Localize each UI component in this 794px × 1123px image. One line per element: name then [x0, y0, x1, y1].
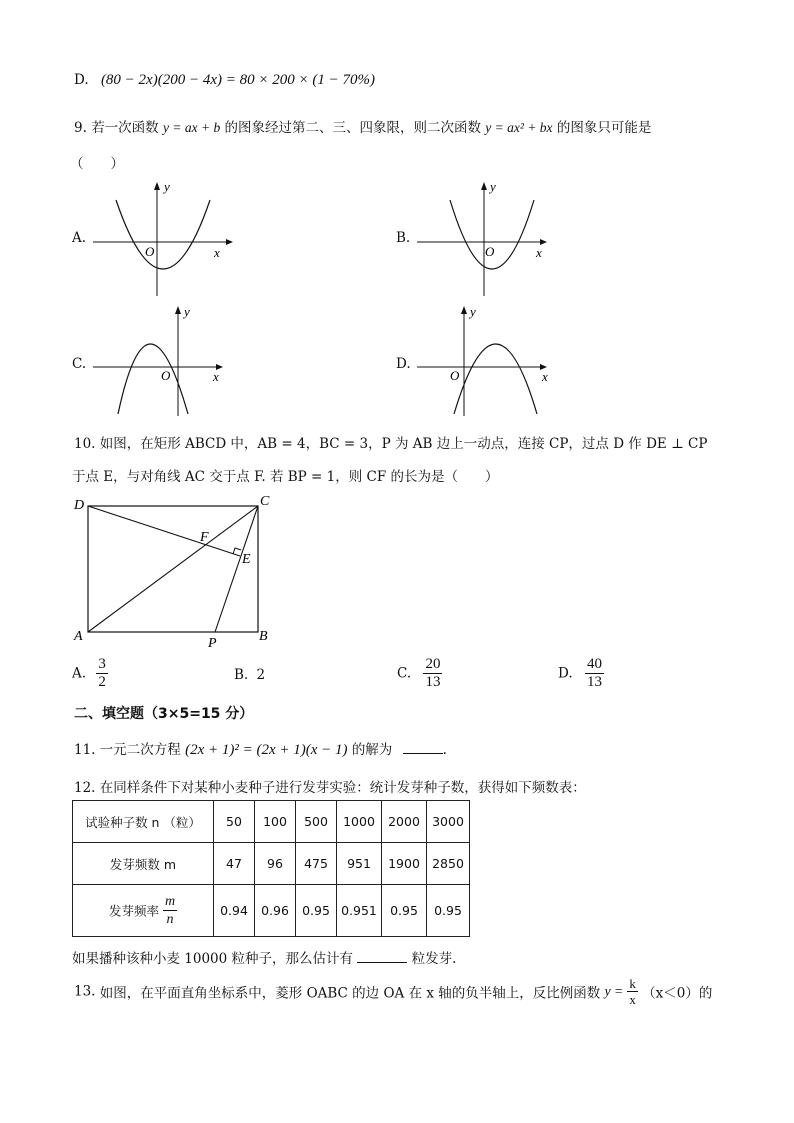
q10-line1: 如图，在矩形 ABCD 中，AB = 4，BC = 3，P 为 AB 边上一动点，连接 CP，过点 D 作 DE ⊥ CP: [99, 436, 708, 452]
q10-option-a-frac: [96, 656, 108, 691]
table-header-cell: 发芽频数 m: [73, 843, 214, 885]
table-cell: 96: [255, 843, 296, 885]
frequency-table: [72, 800, 470, 937]
q9-number: 9.: [74, 120, 87, 136]
q9-graph-d-x: x: [542, 369, 548, 384]
table-cell: 0.951: [337, 885, 382, 937]
q11-stem: [74, 738, 447, 759]
q11-formula: (2x + 1)² = (2x + 1)(x − 1): [185, 742, 348, 758]
q13-cond: （x＜0）的: [642, 985, 713, 1002]
q9-option-a-label: A.: [72, 230, 87, 246]
q9-graph-a-o: O: [145, 244, 155, 259]
q9-answer-paren: （ ）: [70, 156, 124, 172]
table-cell: 0.95: [296, 885, 337, 937]
q11-answer-blank[interactable]: [403, 753, 443, 754]
q10-option-c-den: 13: [425, 674, 441, 690]
table-cell: 47: [214, 843, 255, 885]
table-row3-frac-num: m: [164, 894, 176, 909]
q13-stem: [74, 976, 712, 1007]
q12-text: 在同样条件下对某种小麦种子进行发芽实验：统计发芽种子数，获得如下频数表：: [99, 780, 586, 796]
q10-point-p: P: [208, 636, 217, 651]
table-cell: 1900: [382, 843, 427, 885]
q13-text-a: 如图，在平面直角坐标系中，菱形 OABC 的边 OA 在 x 轴的负半轴上，反比例函数: [99, 985, 601, 1002]
q8-option-d-formula: (80 − 2x)(200 − 4x) = 80 × 200 × (1 − 70%): [100, 72, 375, 88]
table-row: [73, 843, 470, 885]
q9-option-b-label: B.: [396, 230, 411, 246]
q9-graph-d-y: y: [470, 304, 476, 319]
q10-point-a: A: [74, 629, 83, 644]
table-cell: 0.95: [382, 885, 427, 937]
q12-answer-blank[interactable]: [357, 962, 407, 963]
table-cell: 2000: [382, 801, 427, 843]
table-cell: 0.95: [427, 885, 470, 937]
q9-graph-d: [412, 304, 562, 422]
table-header-cell: 试验种子数 n （粒）: [73, 801, 214, 843]
table-cell: 951: [337, 843, 382, 885]
table-cell: 500: [296, 801, 337, 843]
q9-graph-c-x: x: [213, 369, 219, 384]
q9-text-c: 的图象只可能是: [556, 120, 652, 136]
q10-point-c: C: [260, 494, 270, 509]
q12-followup: [72, 947, 456, 967]
q11-text: 一元二次方程: [99, 742, 181, 758]
q12-number: 12.: [74, 780, 96, 796]
table-header-cell: [73, 885, 214, 937]
table-cell: 2850: [427, 843, 470, 885]
q10-number: 10.: [74, 436, 96, 452]
q9-option-d-label: D.: [396, 356, 411, 372]
table-cell: 50: [214, 801, 255, 843]
q9-text-a: 若一次函数: [91, 120, 159, 136]
q9-graph-c-y: y: [184, 304, 190, 319]
q10-option-d-den: 13: [586, 674, 602, 690]
q9-graph-b: [412, 178, 562, 300]
q9-stem: [74, 116, 651, 136]
q10-figure: [68, 490, 283, 655]
q9-graph-b-o: O: [485, 244, 495, 259]
table-cell: 100: [255, 801, 296, 843]
q12-after-b: 粒发芽.: [411, 951, 457, 967]
q10-point-e: E: [242, 552, 251, 567]
section-title: 二、填空题（3×5=15 分）: [74, 706, 254, 722]
q10-option-b-label: B.: [234, 667, 249, 683]
q13-func-lhs: y =: [604, 983, 624, 999]
q10-option-c-label: C.: [397, 665, 412, 682]
q9-graph-b-y: y: [490, 179, 496, 194]
q11-number: 11.: [74, 742, 96, 758]
q10-option-a: [72, 656, 108, 691]
q13-func-frac: [627, 976, 638, 1007]
q9-option-c-label: C.: [72, 356, 87, 372]
q10-option-a-num: 3: [98, 656, 106, 672]
q10-point-b: B: [259, 629, 268, 644]
table-cell: 0.94: [214, 885, 255, 937]
q10-point-d: D: [74, 498, 85, 513]
q8-option-d: [74, 72, 375, 89]
q10-option-d-num: 40: [586, 656, 602, 672]
table-row: [73, 801, 470, 843]
table-cell: 475: [296, 843, 337, 885]
q9-graph-a-x: x: [214, 245, 220, 260]
table-row3-frac: [163, 893, 177, 928]
q10-option-d-label: D.: [558, 665, 573, 682]
q9-graph-a-y: y: [164, 179, 170, 194]
q10-stem-line2: 于点 E，与对角线 AC 交于点 F. 若 BP = 1，则 CF 的长为是（ ）: [72, 469, 499, 485]
q9-text-b: 的图象经过第二、三、四象限，则二次函数: [224, 120, 481, 136]
q8-option-d-label: D.: [74, 72, 89, 88]
q10-option-a-label: A.: [72, 665, 87, 682]
table-cell: 1000: [337, 801, 382, 843]
q9-expr2: y = ax² + bx: [485, 120, 553, 135]
q13-func-den: x: [629, 992, 636, 1007]
q10-option-c: [397, 656, 442, 691]
q11-end: .: [442, 742, 447, 758]
q10-option-a-den: 2: [98, 674, 106, 690]
q10-option-c-num: 20: [425, 656, 441, 672]
q10-option-d-frac: [585, 656, 604, 691]
q13-number: 13.: [74, 983, 96, 1000]
q10-point-f: F: [200, 530, 209, 545]
q9-graph-d-o: O: [450, 368, 460, 383]
q9-graph-c: [88, 304, 238, 422]
q12-after-a: 如果播种该种小麦 10000 粒种子，那么估计有: [72, 951, 354, 967]
q10-option-d: [558, 656, 604, 691]
q11-tail: 的解为: [351, 742, 393, 758]
q9-graph-c-o: O: [161, 368, 171, 383]
q10-option-b-value: 2: [256, 667, 266, 683]
q10-option-c-frac: [423, 656, 442, 691]
q9-expr1: y = ax + b: [162, 120, 221, 135]
table-row3-frac-den: n: [166, 912, 174, 927]
q12-stem: [74, 776, 586, 796]
q9-graph-b-x: x: [536, 245, 542, 260]
table-cell: 3000: [427, 801, 470, 843]
table-cell: 0.96: [255, 885, 296, 937]
table-row3-label: 发芽频率: [108, 903, 159, 919]
q13-func-num: k: [629, 976, 636, 991]
table-row: [73, 885, 470, 937]
q10-option-b: [234, 667, 265, 683]
q9-graph-a: [88, 178, 238, 300]
q10-stem-line1: [74, 432, 707, 452]
